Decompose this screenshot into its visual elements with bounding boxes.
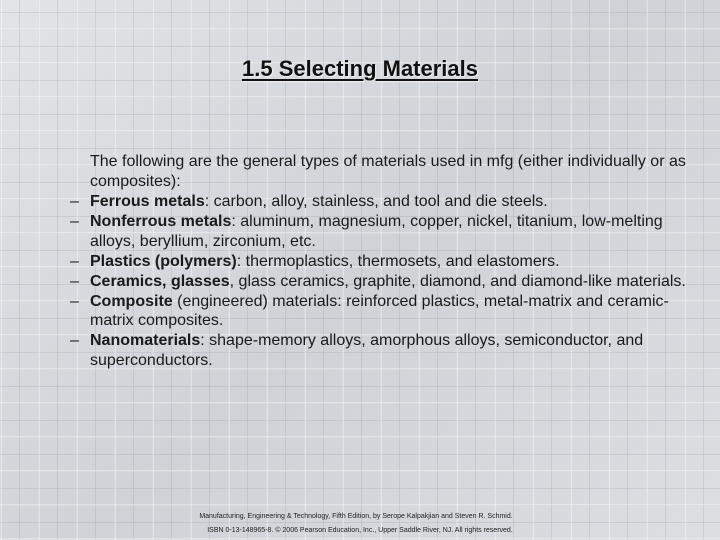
bullet-dash: – [70,213,79,230]
footer-citation [0,510,720,538]
bullet-text: : shape-memory alloys, amorphous alloys, semiconductor, and superconductors. [90,332,644,369]
bullet-text: , glass ceramics, graphite, diamond, and diamond-like materials. [229,272,686,290]
list-item-nonferrous [70,212,700,251]
footer-copyright: ISBN 0-13-148965-8. © 2006 Pearson Education, Inc., Upper Saddle River, NJ. All rights reserved. [207,527,513,534]
bullet-term: Nanomaterials [90,332,201,349]
slide-body [70,152,700,371]
bullet-term: Nonferrous metals [90,213,232,230]
list-item-ferrous [70,192,700,212]
bullet-dash: – [70,332,79,349]
bullet-dash: – [70,252,79,270]
bullet-term: Ceramics, glasses [90,272,230,290]
footer-book-credit: Manufacturing, Engineering & Technology, Fifth Edition, by Serope Kalpakjian and Steven R. Schmid. [199,513,513,520]
bullet-text: : thermoplastics, thermosets, and elastomers. [236,252,560,270]
list-item-ceramics [70,272,700,292]
list-item-nanomaterials [70,331,700,370]
bullet-term: Ferrous metals [90,193,205,210]
bullet-dash: – [70,292,79,310]
bullet-text: (engineered) materials: reinforced plastics, metal-matrix and ceramic-matrix composites. [90,292,669,329]
bullet-dash: – [70,272,79,290]
bullet-text: : aluminum, magnesium, copper, nickel, titanium, low-melting alloys, beryllium, zirconium, etc. [90,213,663,250]
list-item-plastics [70,252,700,272]
list-item-composite [70,292,700,331]
bullet-term: Plastics (polymers) [90,252,237,270]
bullet-dash: – [70,193,79,210]
materials-list [70,192,700,370]
bullet-text: : carbon, alloy, stainless, and tool and die steels. [204,193,548,210]
bullet-term: Composite [90,292,173,310]
slide-title: 1.5 Selecting Materials [242,56,478,81]
intro-text: The following are the general types of materials used in mfg (either individually or as composites): [90,153,686,190]
